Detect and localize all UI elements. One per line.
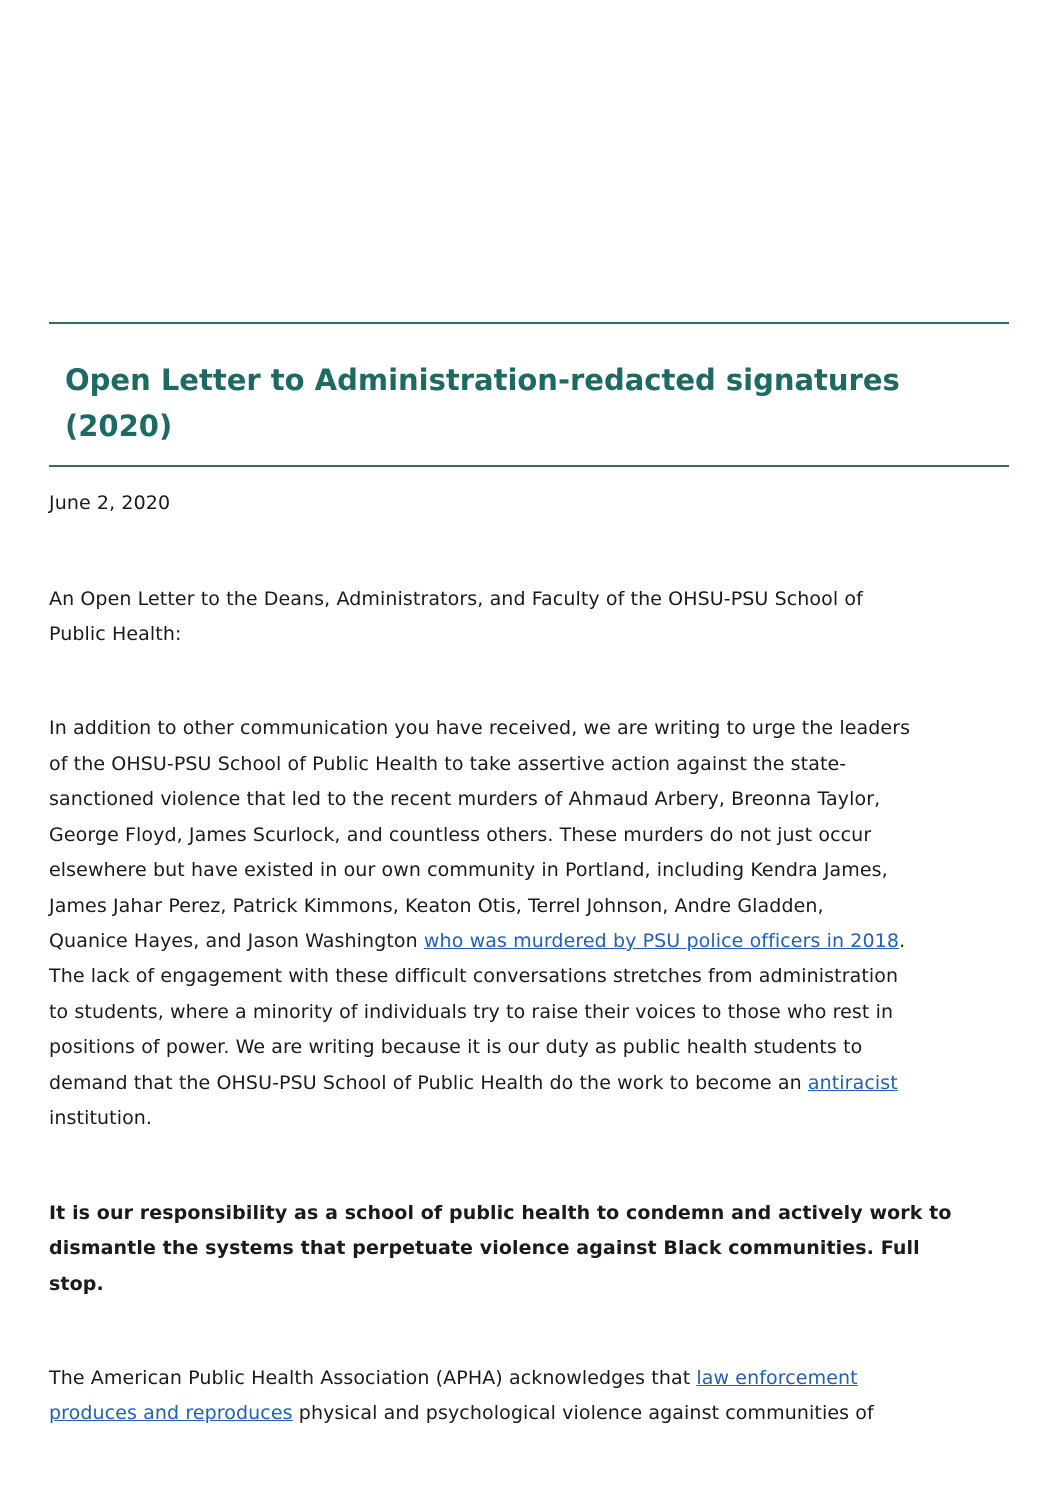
- bold-statement-line-2: dismantle the systems that perpetuate violence against Black communities. Full: [49, 1237, 920, 1259]
- body-text: demand that the OHSU-PSU School of Public Health do the work to become an: [49, 1072, 808, 1094]
- body-line: of the OHSU-PSU School of Public Health to take assertive action against the state-: [49, 753, 847, 775]
- body-line: [49, 923, 905, 959]
- body-line: to students, where a minority of individuals try to raise their voices to those who rest in: [49, 1001, 894, 1023]
- body-line: The lack of engagement with these difficult conversations stretches from administration: [49, 965, 899, 987]
- salutation-line-2: Public Health:: [49, 623, 182, 645]
- bold-statement-line-3: stop.: [49, 1273, 104, 1295]
- body-text: The American Public Health Association (APHA) acknowledges that: [49, 1367, 697, 1389]
- body-line: George Floyd, James Scurlock, and countless others. These murders do not just occur: [49, 824, 872, 846]
- body-text: .: [899, 930, 906, 952]
- bold-statement-line-1: It is our responsibility as a school of public health to condemn and actively work to: [49, 1202, 952, 1224]
- title-line-2: (2020): [65, 409, 173, 443]
- produces-reproduces-link[interactable]: produces and reproduces: [49, 1402, 293, 1424]
- title-top-rule: [49, 322, 1009, 324]
- letter-date: June 2, 2020: [49, 492, 171, 514]
- document-title: [65, 357, 965, 449]
- body-line: positions of power. We are writing because it is our duty as public health students to: [49, 1036, 863, 1058]
- body-line: [49, 1360, 858, 1396]
- body-line: institution.: [49, 1107, 153, 1129]
- body-text: Quanice Hayes, and Jason Washington: [49, 930, 424, 952]
- law-enforcement-link[interactable]: law enforcement: [696, 1367, 858, 1389]
- body-line: elsewhere but have existed in our own community in Portland, including Kendra James,: [49, 859, 888, 881]
- antiracist-link[interactable]: antiracist: [807, 1072, 898, 1094]
- salutation-line-1: An Open Letter to the Deans, Administrators, and Faculty of the OHSU-PSU School of: [49, 588, 863, 610]
- title-line-1: Open Letter to Administration-redacted signatures: [65, 363, 900, 397]
- body-text: physical and psychological violence against communities of: [292, 1402, 874, 1424]
- title-bottom-rule: [49, 465, 1009, 467]
- body-line: sanctioned violence that led to the recent murders of Ahmaud Arbery, Breonna Taylor,: [49, 788, 881, 810]
- body-line: [49, 1395, 874, 1431]
- psu-police-link[interactable]: who was murdered by PSU police officers in 2018: [423, 930, 900, 952]
- body-line: [49, 1065, 898, 1101]
- body-line: In addition to other communication you have received, we are writing to urge the leaders: [49, 717, 911, 739]
- body-line: James Jahar Perez, Patrick Kimmons, Keaton Otis, Terrel Johnson, Andre Gladden,: [49, 895, 824, 917]
